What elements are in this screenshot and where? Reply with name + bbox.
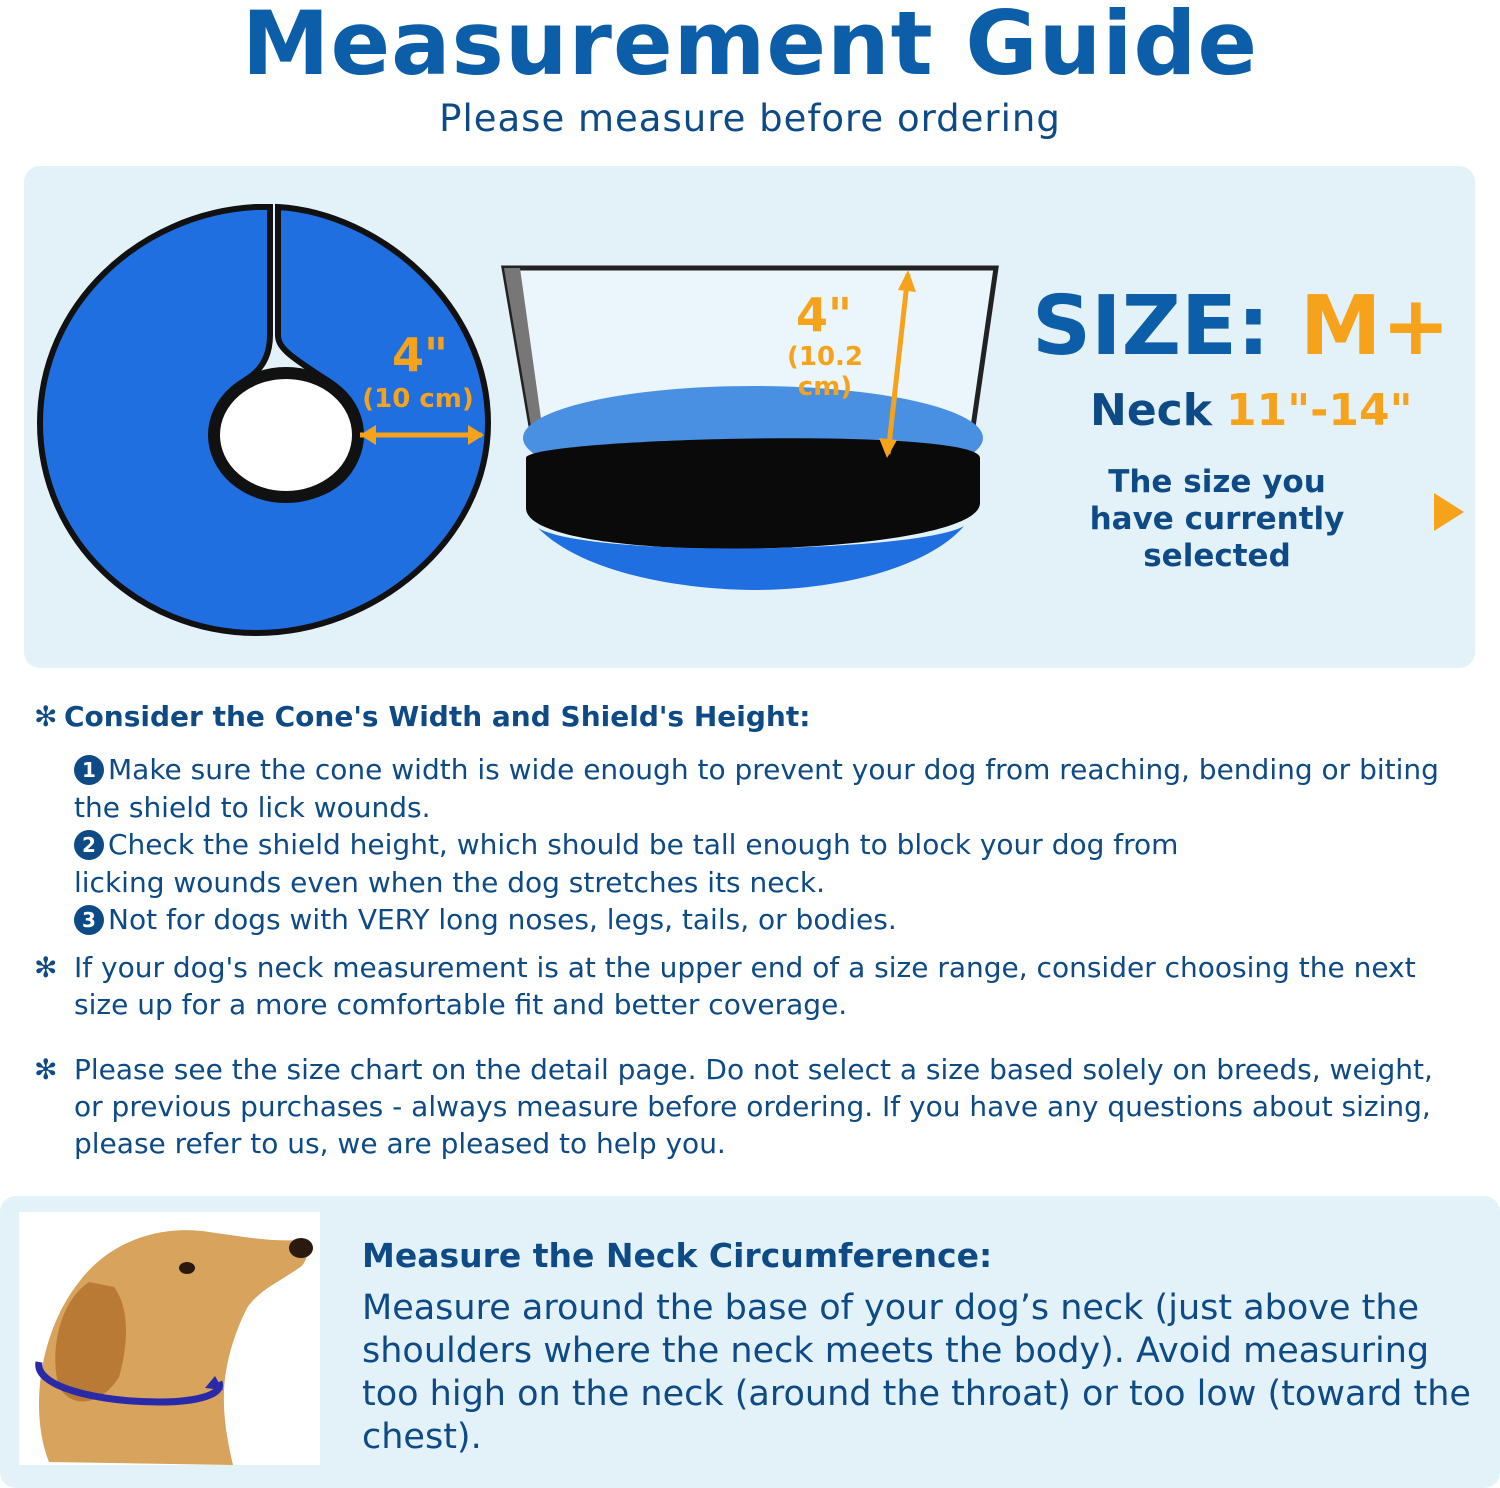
neck-section-description: Measure around the base of your dog’s neck (just above the shoulders where the neck meets the body). Avoid measuring too high on the neck (around the throat) or too low (toward the chest). (362, 1288, 1471, 1457)
asterisk-icon: ✻ (34, 1053, 58, 1086)
selected-note-line2: have currently selected (1089, 501, 1345, 574)
list-item (74, 826, 1274, 902)
page-subtitle: Please measure before ordering (439, 97, 1061, 140)
dog-nose (289, 1238, 313, 1258)
neck-range-value: 11"-14" (1226, 385, 1413, 436)
selected-note-line1: The size you (1108, 464, 1326, 500)
size-prefix: SIZE: (1032, 279, 1270, 374)
tip-size-chart-text: Please see the size chart on the detail page. Do not select a size based solely on breeds, weight, or previous purchases - always measure before ordering. If you have any questions about sizing, please refer to us, we are pleased to help you. (74, 1053, 1433, 1160)
shield-height-metric: (10.2 cm) (786, 342, 864, 402)
neck-section-title: Measure the Neck Circumference: (362, 1236, 993, 1275)
cone-width-label: 4" (392, 328, 448, 382)
cone-side-illustration (498, 258, 1008, 598)
dog-photo (19, 1212, 320, 1465)
number-badge-icon: 3 (74, 905, 104, 935)
list-item-text: Make sure the cone width is wide enough to prevent your dog from reaching, bending or biting the shield to lick wounds. (74, 753, 1439, 824)
tip-upper-end-text: If your dog's neck measurement is at the upper end of a size range, consider choosing the next size up for a more comfortable fit and better coverage. (74, 951, 1416, 1021)
dog-illustration (19, 1212, 320, 1465)
size-heading (1032, 279, 1451, 374)
notes-heading (34, 700, 810, 733)
number-badge-icon: 2 (74, 830, 104, 860)
tip-size-chart (34, 1051, 1454, 1162)
pointer-arrow-icon (1434, 493, 1464, 531)
asterisk-icon: ✻ (34, 700, 58, 733)
list-item (74, 751, 1454, 827)
cone-neck-hole (214, 373, 358, 497)
selected-size-note (1012, 464, 1422, 575)
asterisk-icon: ✻ (34, 951, 58, 984)
tip-upper-end (34, 949, 1454, 1023)
list-item-text: Check the shield height, which should be tall enough to block your dog from licking wounds even when the dog stretches its neck. (74, 828, 1179, 899)
number-badge-icon: 1 (74, 755, 104, 785)
page-title: Measurement Guide (241, 0, 1259, 95)
shield-height-label: 4" (796, 288, 852, 342)
list-item (74, 901, 1454, 939)
dog-eye (179, 1262, 195, 1274)
cone-width-metric: (10 cm) (362, 384, 474, 414)
neck-range-line (1090, 385, 1413, 436)
neck-prefix: Neck (1090, 385, 1213, 436)
list-item-text: Not for dogs with VERY long noses, legs, tails, or bodies. (108, 903, 897, 936)
notes-heading-text: Consider the Cone's Width and Shield's Height: (64, 700, 811, 733)
flat-cone-illustration (30, 195, 500, 645)
size-value: M+ (1299, 279, 1451, 374)
cone-black-band (526, 438, 980, 549)
